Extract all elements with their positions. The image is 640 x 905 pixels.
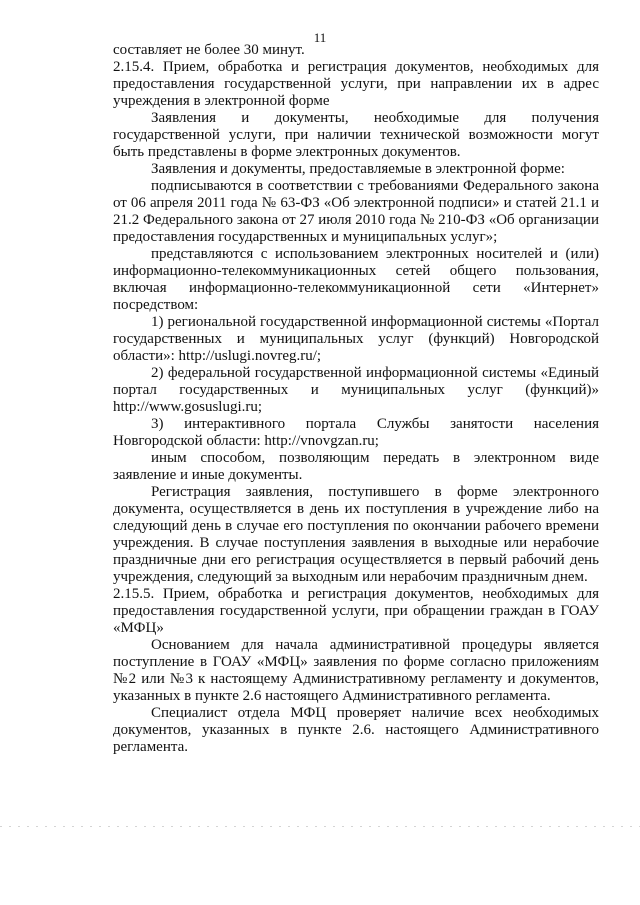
paragraph-other-means: иным способом, позволяющим передать в электронном виде заявление и иные документы. [113, 450, 599, 483]
paragraph-registration: Регистрация заявления, поступившего в форме электронного документа, осуществляется в день их поступления в учреждение либо на следующий день в случае его поступления по окончании рабочего времени учреждения. В случае поступления заявления в выходные или нерабочие праздничные дни его регистрация осуществляется в первый рабочий день учреждения, следующий за выходным или нерабочим праздничным днем. [113, 484, 599, 585]
paragraph-electronic-intro: Заявления и документы, предоставляемые в электронной форме: [151, 161, 565, 177]
paragraph-electronic-docs: Заявления и документы, необходимые для получения государственной услуги, при наличии технической возможности могут быть представлены в форме электронных документов. [113, 110, 599, 160]
section-heading-2-15-4: 2.15.4. Прием, обработка и регистрация документов, необходимых для предоставления государственной услуги, при направлении их в адрес учреждения в электронной форме [113, 59, 599, 109]
list-item-regional-portal: 1) региональной государственной информационной системы «Портал государственных и муниципальных услуг (функций) Новгородской области»: http://uslugi.novreg.ru/; [113, 314, 599, 364]
section-heading-2-15-5: 2.15.5. Прием, обработка и регистрация документов, необходимых для предоставления государственной услуги, при обращении граждан в ГОАУ «МФЦ» [113, 586, 599, 636]
paragraph-grounds: Основанием для начала административной процедуры является поступление в ГОАУ «МФЦ» заявления по форме согласно приложениям №2 или №3 к настоящему Административному регламенту и документов, указанных в пункте 2.6 настоящего Административного регламента. [113, 637, 599, 704]
paragraph-submitted-via: представляются с использованием электронных носителей и (или) информационно-телекоммуникационных сетей общего пользования, включая информационно-телекоммуникационной сети «Интернет» посредством: [113, 246, 599, 313]
scan-artifact-line [0, 826, 640, 827]
list-item-employment-portal: 3) интерактивного портала Службы занятости населения Новгородской области: http://vnovgzan.ru; [113, 416, 599, 449]
paragraph-signed: подписываются в соответствии с требованиями Федерального закона от 06 апреля 2011 года № 63-ФЗ «Об электронной подписи» и статей 21.1 и 21.2 Федерального закона от 27 июля 2010 года № 210-ФЗ «Об организации предоставления государственных и муниципальных услуг»; [113, 178, 599, 245]
document-body [113, 42, 599, 756]
paragraph-specialist-check: Специалист отдела МФЦ проверяет наличие всех необходимых документов, указанных в пункте 2.6. настоящего Административного регламента. [113, 705, 599, 755]
paragraph-continuation: составляет не более 30 минут. [113, 42, 305, 58]
list-item-federal-portal: 2) федеральной государственной информационной системы «Единый портал государственных и муниципальных услуг (функций)» http://www.gosuslugi.ru; [113, 365, 599, 415]
page-number: 11 [313, 30, 327, 45]
